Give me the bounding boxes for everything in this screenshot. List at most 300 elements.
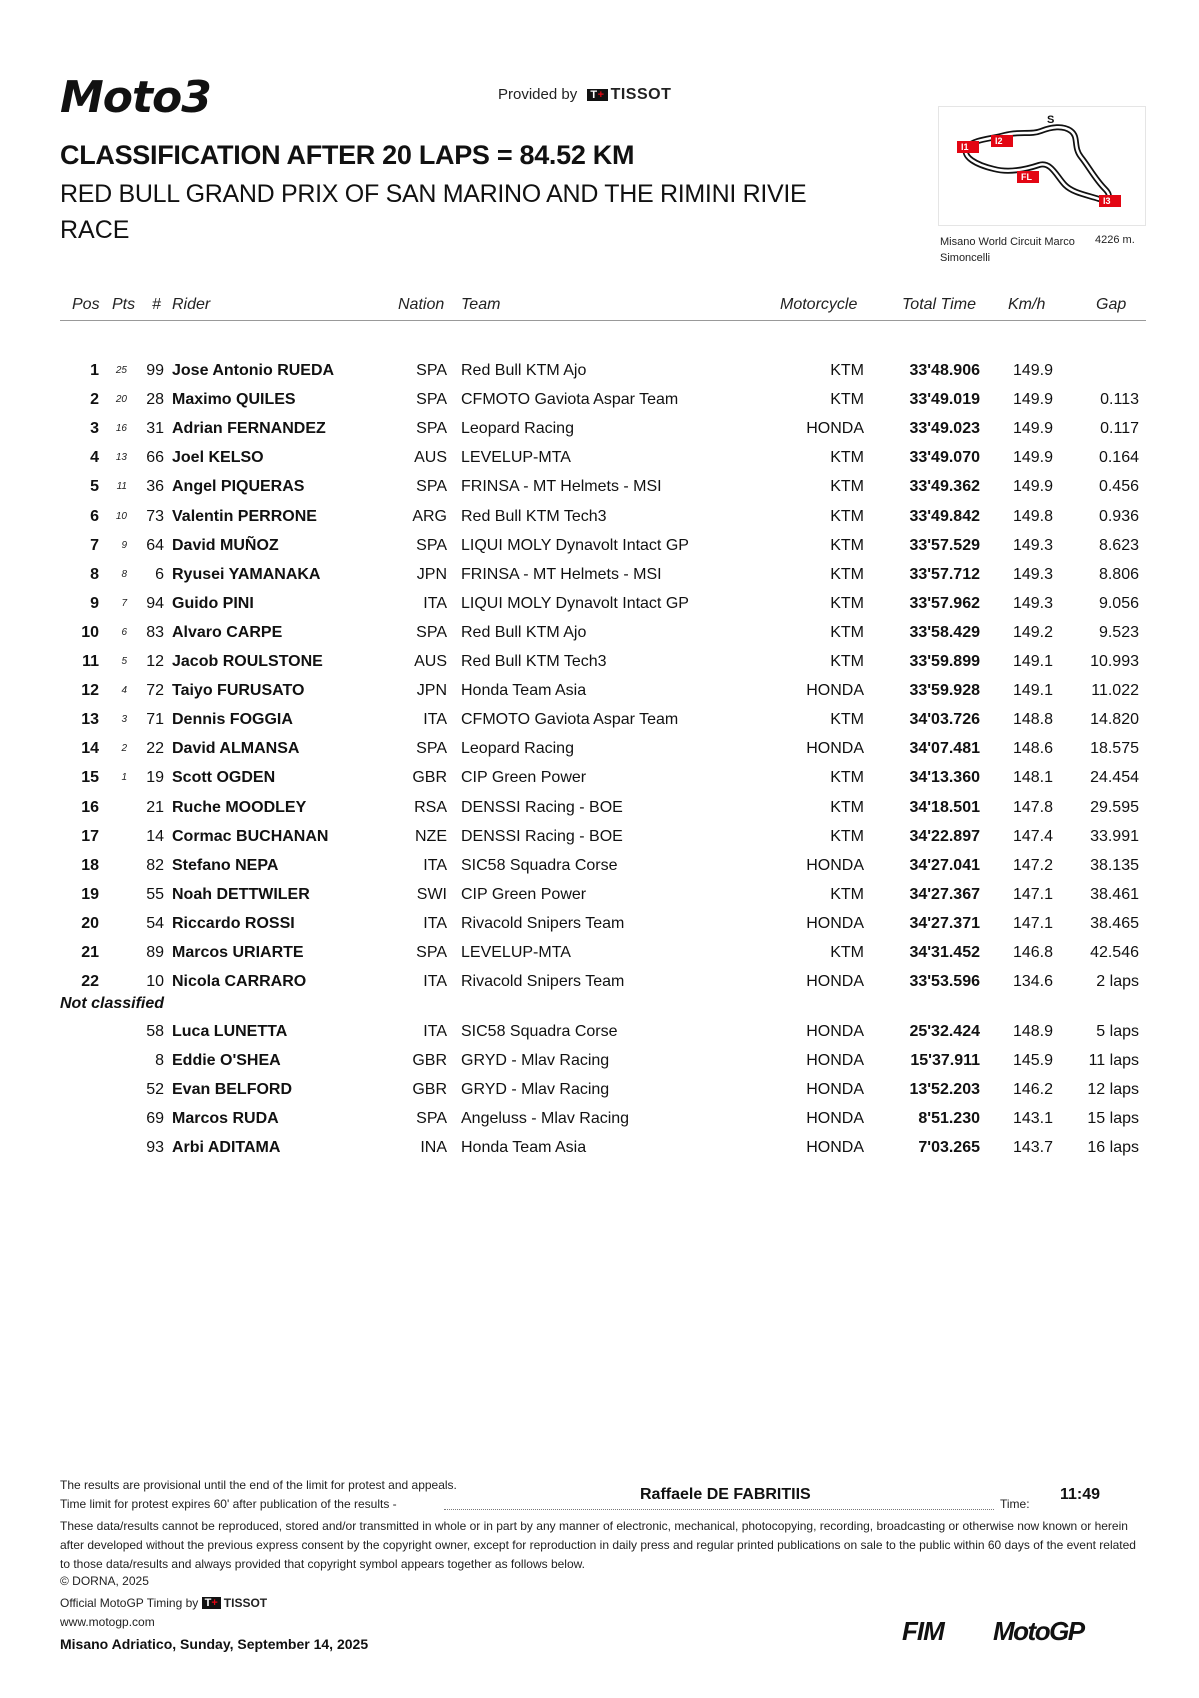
table-row: [0, 595, 1199, 624]
row-gap: 10.993: [1090, 653, 1139, 670]
row-motorcycle: HONDA: [806, 1081, 864, 1099]
row-team: CIP Green Power: [461, 885, 587, 903]
row-number: 66: [146, 449, 164, 467]
row-rider: Nicola CARRARO: [172, 973, 307, 991]
row-team: Honda Team Asia: [461, 682, 587, 700]
row-pos: 20: [81, 914, 99, 932]
row-number: 89: [146, 944, 164, 961]
row-speed: 149.3: [1012, 594, 1053, 612]
row-team: CFMOTO Gaviota Aspar Team: [461, 711, 679, 729]
row-rider: Jacob ROULSTONE: [172, 653, 323, 670]
tissot-logo-small: T+ TISSOT: [202, 1596, 268, 1610]
row-speed: 149.9: [1012, 362, 1053, 379]
row-nation: GBR: [412, 1081, 447, 1099]
row-rider: Joel KELSO: [172, 449, 264, 467]
row-nation: ITA: [423, 1023, 447, 1040]
row-nation: JPN: [416, 565, 447, 583]
official-timing: [60, 1596, 267, 1610]
row-gap: 38.461: [1090, 885, 1139, 903]
row-points: 8: [121, 568, 127, 580]
circuit-length: 4226 m.: [1095, 234, 1135, 246]
row-speed: 134.6: [1012, 973, 1053, 991]
table-row: [0, 391, 1199, 420]
row-team: Red Bull KTM Tech3: [461, 653, 607, 670]
row-total-time: 33'57.529: [909, 536, 980, 554]
table-row: [0, 682, 1199, 711]
row-points: 9: [121, 539, 127, 551]
row-rider: Cormac BUCHANAN: [172, 827, 329, 845]
row-total-time: 8'51.230: [918, 1110, 980, 1128]
row-team: Red Bull KTM Ajo: [461, 362, 587, 379]
time-value: 11:49: [1060, 1486, 1101, 1503]
row-total-time: 33'49.070: [909, 449, 980, 467]
row-points: 1: [121, 772, 127, 784]
row-speed: 143.1: [1012, 1110, 1053, 1128]
row-total-time: 34'07.481: [909, 740, 980, 758]
row-gap: 33.991: [1090, 827, 1139, 845]
row-motorcycle: KTM: [830, 362, 864, 379]
col-header-pos: Pos: [72, 296, 100, 313]
row-motorcycle: KTM: [830, 478, 864, 496]
row-points: 6: [121, 626, 127, 638]
row-nation: SWI: [416, 885, 447, 903]
row-motorcycle: HONDA: [806, 856, 864, 874]
row-pos: 8: [90, 565, 99, 583]
row-gap: 0.456: [1098, 478, 1139, 496]
row-motorcycle: KTM: [830, 798, 864, 816]
row-pos: 2: [90, 391, 99, 409]
table-row: [0, 1023, 1199, 1052]
row-rider: Luca LUNETTA: [172, 1023, 288, 1040]
circuit-label: I3: [1103, 196, 1111, 206]
row-team: Honda Team Asia: [461, 1139, 587, 1157]
row-gap: 9.056: [1098, 594, 1139, 612]
row-speed: 148.1: [1012, 769, 1053, 787]
row-number: 52: [146, 1081, 164, 1099]
row-points: 5: [121, 656, 127, 667]
row-motorcycle: KTM: [830, 944, 864, 961]
row-points: 4: [121, 685, 127, 697]
row-speed: 149.3: [1012, 536, 1053, 554]
row-nation: GBR: [412, 769, 447, 787]
row-rider: Marcos RUDA: [172, 1110, 279, 1128]
row-speed: 149.1: [1012, 653, 1053, 670]
row-speed: 148.9: [1012, 1023, 1053, 1040]
row-rider: Stefano NEPA: [172, 856, 279, 874]
row-team: Rivacold Snipers Team: [461, 914, 625, 932]
row-number: 73: [146, 507, 164, 525]
row-rider: Jose Antonio RUEDA: [172, 362, 335, 379]
row-gap: 0.117: [1100, 420, 1139, 438]
row-nation: SPA: [416, 478, 447, 496]
row-number: 14: [146, 827, 164, 845]
copyright: © DORNA, 2025: [60, 1574, 149, 1588]
row-speed: 145.9: [1012, 1052, 1053, 1070]
provided-by-label: Provided by: [498, 86, 578, 103]
row-nation: RSA: [414, 798, 447, 816]
row-total-time: 33'48.906: [909, 362, 980, 379]
table-row: [0, 537, 1199, 566]
row-pos: 7: [90, 536, 99, 554]
row-pos: 5: [90, 478, 99, 496]
row-pos: 4: [90, 449, 99, 467]
row-number: 82: [146, 856, 164, 874]
table-row: [0, 886, 1199, 915]
row-motorcycle: HONDA: [806, 914, 864, 932]
table-row: [0, 478, 1199, 507]
row-speed: 147.4: [1012, 827, 1053, 845]
header-divider: [60, 320, 1146, 321]
moto3-logo: Moto3: [60, 72, 211, 123]
row-points: 10: [115, 510, 127, 522]
row-total-time: 15'37.911: [910, 1052, 980, 1070]
tissot-mark-icon: T+: [202, 1597, 221, 1609]
row-rider: Guido PINI: [172, 594, 254, 612]
row-motorcycle: KTM: [830, 653, 864, 670]
row-motorcycle: HONDA: [806, 973, 864, 991]
row-team: CIP Green Power: [461, 769, 587, 787]
row-gap: 38.135: [1090, 856, 1139, 874]
page-title: CLASSIFICATION AFTER 20 LAPS = 84.52 KM: [60, 140, 635, 170]
circuit-label: FL: [1021, 172, 1032, 182]
row-nation: SPA: [416, 623, 447, 641]
table-row: [0, 653, 1199, 682]
row-nation: ITA: [423, 914, 447, 932]
row-total-time: 34'27.041: [909, 856, 980, 874]
row-speed: 147.2: [1012, 856, 1053, 874]
row-team: GRYD - Mlav Racing: [461, 1052, 610, 1070]
row-total-time: 7'03.265: [918, 1139, 980, 1157]
row-speed: 149.3: [1012, 565, 1053, 583]
row-points: 11: [116, 481, 127, 493]
col-header-total-time: Total Time: [902, 296, 976, 313]
col-header-motorcycle: Motorcycle: [780, 296, 858, 313]
row-rider: Marcos URIARTE: [172, 944, 304, 961]
place-date: Misano Adriatico, Sunday, September 14, 2025: [60, 1636, 369, 1652]
table-row: [0, 944, 1199, 973]
table-row: [0, 566, 1199, 595]
provisional-note: The results are provisional until the end of the limit for protest and appeals.: [60, 1478, 457, 1492]
event-name: RED BULL GRAND PRIX OF SAN MARINO AND THE RIMINI RIVIE: [60, 180, 807, 208]
row-nation: ITA: [423, 594, 447, 612]
row-pos: 11: [82, 653, 99, 670]
row-pos: 16: [81, 798, 99, 816]
row-points: 16: [115, 423, 127, 435]
tissot-logo: T+ TISSOT: [587, 86, 671, 103]
row-number: 28: [146, 391, 164, 409]
row-total-time: 33'49.019: [909, 391, 980, 409]
row-rider: David ALMANSA: [172, 740, 300, 758]
row-rider: David MUÑOZ: [172, 536, 279, 554]
row-total-time: 33'57.962: [909, 594, 980, 612]
row-gap: 0.164: [1098, 449, 1139, 467]
row-nation: NZE: [415, 827, 447, 845]
row-total-time: 34'27.367: [909, 885, 980, 903]
row-pos: 3: [90, 420, 99, 438]
row-speed: 149.9: [1012, 449, 1053, 467]
table-row: [0, 915, 1199, 944]
row-number: 54: [146, 914, 164, 932]
row-motorcycle: KTM: [830, 507, 864, 525]
table-row: [0, 1081, 1199, 1110]
row-rider: Angel PIQUERAS: [172, 478, 305, 496]
signatory-name: Raffaele DE FABRITIIS: [640, 1486, 811, 1503]
table-row: [0, 740, 1199, 769]
time-label: Time:: [1000, 1497, 1030, 1511]
col-header-team: Team: [461, 296, 501, 313]
row-nation: SPA: [416, 536, 447, 554]
row-gap: 12 laps: [1087, 1081, 1139, 1099]
row-nation: GBR: [412, 1052, 447, 1070]
table-row: [0, 799, 1199, 828]
row-team: Rivacold Snipers Team: [461, 973, 625, 991]
row-motorcycle: HONDA: [806, 1023, 864, 1040]
row-motorcycle: HONDA: [806, 682, 864, 700]
row-rider: Adrian FERNANDEZ: [172, 420, 326, 438]
row-total-time: 34'18.501: [909, 798, 980, 816]
row-pos: 6: [90, 507, 99, 525]
row-nation: SPA: [416, 420, 447, 438]
row-rider: Valentin PERRONE: [172, 507, 317, 525]
row-team: LIQUI MOLY Dynavolt Intact GP: [461, 536, 689, 554]
row-pos: 10: [81, 623, 99, 641]
row-nation: SPA: [416, 391, 447, 409]
row-motorcycle: HONDA: [806, 1139, 864, 1157]
circuit-label: I1: [961, 142, 969, 152]
table-row: [0, 711, 1199, 740]
row-number: 6: [155, 565, 164, 583]
row-speed: 148.6: [1012, 740, 1053, 758]
circuit-track-icon: [939, 107, 1145, 225]
row-motorcycle: HONDA: [806, 1110, 864, 1128]
row-motorcycle: KTM: [830, 536, 864, 554]
row-team: DENSSI Racing - BOE: [461, 798, 623, 816]
row-pos: 13: [81, 711, 99, 729]
row-pos: 15: [81, 769, 99, 787]
row-points: 20: [115, 394, 127, 406]
row-nation: SPA: [416, 740, 447, 758]
row-team: Red Bull KTM Ajo: [461, 623, 587, 641]
row-team: Angeluss - Mlav Racing: [461, 1110, 630, 1128]
row-points: 7: [121, 597, 127, 609]
table-row: [0, 362, 1199, 391]
row-rider: Alvaro CARPE: [172, 623, 283, 641]
protest-limit-note: Time limit for protest expires 60' after publication of the results -: [60, 1497, 397, 1511]
row-gap: 29.595: [1090, 798, 1139, 816]
row-team: Red Bull KTM Tech3: [461, 507, 607, 525]
row-nation: INA: [420, 1139, 447, 1157]
row-number: 99: [146, 362, 164, 379]
circuit-map: [938, 106, 1146, 226]
table-row: [0, 624, 1199, 653]
row-speed: 149.9: [1012, 420, 1053, 438]
row-points: 3: [121, 714, 127, 726]
session-name: RACE: [60, 216, 130, 244]
row-total-time: 33'49.842: [909, 507, 980, 525]
row-speed: 147.8: [1012, 798, 1053, 816]
row-pos: 17: [81, 827, 99, 845]
row-speed: 146.8: [1012, 944, 1053, 961]
row-rider: Noah DETTWILER: [172, 885, 310, 903]
row-gap: 24.454: [1090, 769, 1139, 787]
row-gap: 0.113: [1100, 391, 1139, 409]
row-motorcycle: KTM: [830, 449, 864, 467]
row-nation: ITA: [423, 973, 447, 991]
row-team: LEVELUP-MTA: [461, 944, 571, 961]
row-rider: Scott OGDEN: [172, 769, 276, 787]
not-classified-label: Not classified: [60, 995, 165, 1012]
official-timing-label: Official MotoGP Timing by: [60, 1596, 199, 1610]
col-header-rider: Rider: [172, 296, 211, 313]
row-nation: JPN: [416, 682, 447, 700]
row-nation: ITA: [423, 711, 447, 729]
table-row: [0, 420, 1199, 449]
row-number: 58: [146, 1023, 164, 1040]
row-motorcycle: HONDA: [806, 420, 864, 438]
circuit-name: Misano World Circuit Marco Simoncelli: [940, 236, 1075, 264]
row-speed: 147.1: [1012, 914, 1053, 932]
row-team: CFMOTO Gaviota Aspar Team: [461, 391, 679, 409]
row-total-time: 34'22.897: [909, 827, 980, 845]
row-team: Leopard Racing: [461, 420, 574, 438]
row-team: LIQUI MOLY Dynavolt Intact GP: [461, 594, 689, 612]
col-header-nation: Nation: [398, 296, 445, 313]
row-total-time: 33'53.596: [909, 973, 980, 991]
row-motorcycle: KTM: [830, 623, 864, 641]
row-gap: 8.623: [1098, 536, 1139, 554]
row-pos: 12: [81, 682, 99, 700]
fim-logo: FIM: [902, 1616, 944, 1646]
row-nation: AUS: [414, 653, 447, 670]
row-pos: 18: [81, 856, 99, 874]
col-header-gap: Gap: [1096, 296, 1127, 313]
row-number: 94: [146, 594, 164, 612]
row-points: 25: [115, 365, 127, 376]
row-number: 19: [146, 769, 164, 787]
row-total-time: 33'58.429: [909, 623, 980, 641]
row-number: 72: [146, 682, 164, 700]
table-row: [0, 769, 1199, 798]
row-total-time: 34'27.371: [909, 914, 980, 932]
row-motorcycle: KTM: [830, 827, 864, 845]
row-gap: 38.465: [1090, 914, 1139, 932]
row-total-time: 33'59.928: [909, 682, 980, 700]
row-rider: Ryusei YAMANAKA: [172, 565, 321, 583]
row-team: GRYD - Mlav Racing: [461, 1081, 610, 1099]
row-number: 83: [146, 623, 164, 641]
row-number: 55: [146, 885, 164, 903]
row-number: 71: [146, 711, 164, 729]
row-pos: 14: [81, 740, 99, 758]
row-total-time: 33'59.899: [909, 653, 980, 670]
table-row: [0, 857, 1199, 886]
col-header-num: #: [152, 296, 161, 313]
row-number: 69: [146, 1110, 164, 1128]
table-row: [0, 828, 1199, 857]
row-total-time: 33'57.712: [909, 565, 980, 583]
row-gap: 8.806: [1098, 565, 1139, 583]
table-row: [0, 1052, 1199, 1081]
row-gap: 5 laps: [1096, 1023, 1139, 1040]
row-gap: 11.022: [1091, 682, 1139, 700]
row-speed: 146.2: [1012, 1081, 1053, 1099]
row-gap: 14.820: [1090, 711, 1139, 729]
row-motorcycle: KTM: [830, 885, 864, 903]
circuit-label: S: [1047, 114, 1055, 126]
row-nation: ARG: [412, 507, 447, 525]
row-nation: SPA: [416, 1110, 447, 1128]
row-pos: 19: [81, 885, 99, 903]
col-header-kmh: Km/h: [1008, 296, 1046, 313]
row-pos: 1: [90, 362, 99, 379]
row-number: 21: [146, 798, 164, 816]
row-total-time: 13'52.203: [909, 1081, 980, 1099]
row-number: 93: [146, 1139, 164, 1157]
row-number: 22: [146, 740, 164, 758]
row-rider: Riccardo ROSSI: [172, 914, 295, 932]
row-pos: 9: [90, 594, 99, 612]
row-total-time: 34'13.360: [909, 769, 980, 787]
row-gap: 16 laps: [1087, 1139, 1139, 1157]
website-link[interactable]: www.motogp.com: [60, 1615, 155, 1629]
circuit-label: I2: [995, 136, 1003, 146]
row-pos: 21: [81, 944, 99, 961]
row-nation: AUS: [414, 449, 447, 467]
row-number: 36: [146, 478, 164, 496]
table-row: [0, 973, 1199, 1002]
table-row: [0, 1110, 1199, 1139]
row-total-time: 34'31.452: [909, 944, 980, 961]
row-speed: 149.8: [1012, 507, 1053, 525]
table-row: [0, 449, 1199, 478]
table-row: [0, 508, 1199, 537]
row-team: LEVELUP-MTA: [461, 449, 571, 467]
row-points: 13: [115, 452, 127, 464]
row-gap: 42.546: [1090, 944, 1139, 961]
row-nation: SPA: [416, 362, 447, 379]
row-motorcycle: HONDA: [806, 1052, 864, 1070]
row-gap: 18.575: [1090, 740, 1139, 758]
row-points: 2: [121, 743, 127, 755]
row-nation: ITA: [423, 856, 447, 874]
row-number: 12: [146, 653, 164, 670]
row-rider: Dennis FOGGIA: [172, 711, 293, 729]
row-motorcycle: KTM: [830, 565, 864, 583]
row-motorcycle: KTM: [830, 391, 864, 409]
row-motorcycle: KTM: [830, 594, 864, 612]
row-number: 8: [155, 1052, 164, 1070]
row-rider: Arbi ADITAMA: [172, 1139, 281, 1157]
row-speed: 147.1: [1012, 885, 1053, 903]
row-total-time: 34'03.726: [909, 711, 980, 729]
row-rider: Taiyo FURUSATO: [172, 682, 305, 700]
row-total-time: 33'49.023: [909, 420, 980, 438]
row-gap: 15 laps: [1087, 1110, 1139, 1128]
row-rider: Eddie O'SHEA: [172, 1052, 281, 1070]
row-team: FRINSA - MT Helmets - MSI: [461, 565, 662, 583]
row-team: DENSSI Racing - BOE: [461, 827, 623, 845]
row-gap: 11 laps: [1088, 1052, 1139, 1070]
row-number: 10: [146, 973, 164, 991]
row-motorcycle: HONDA: [806, 740, 864, 758]
row-gap: 2 laps: [1096, 973, 1139, 991]
row-number: 64: [146, 536, 164, 554]
disclaimer: These data/results cannot be reproduced, stored and/or transmitted in whole or in part by any manner of electronic, mechanical, photocopying, recording, broadcasting or otherwise now known or herein after developed without the previous express consent by the copyright owner, except for reproduction in daily press and regular printed publications on sale to the public within 60 days of the event related to those data/results and always provided that copyright symbol appears together as follows below.: [60, 1519, 1136, 1571]
provided-by: [498, 86, 671, 104]
row-rider: Evan BELFORD: [172, 1081, 293, 1099]
row-team: FRINSA - MT Helmets - MSI: [461, 478, 662, 496]
row-team: SIC58 Squadra Corse: [461, 856, 618, 874]
